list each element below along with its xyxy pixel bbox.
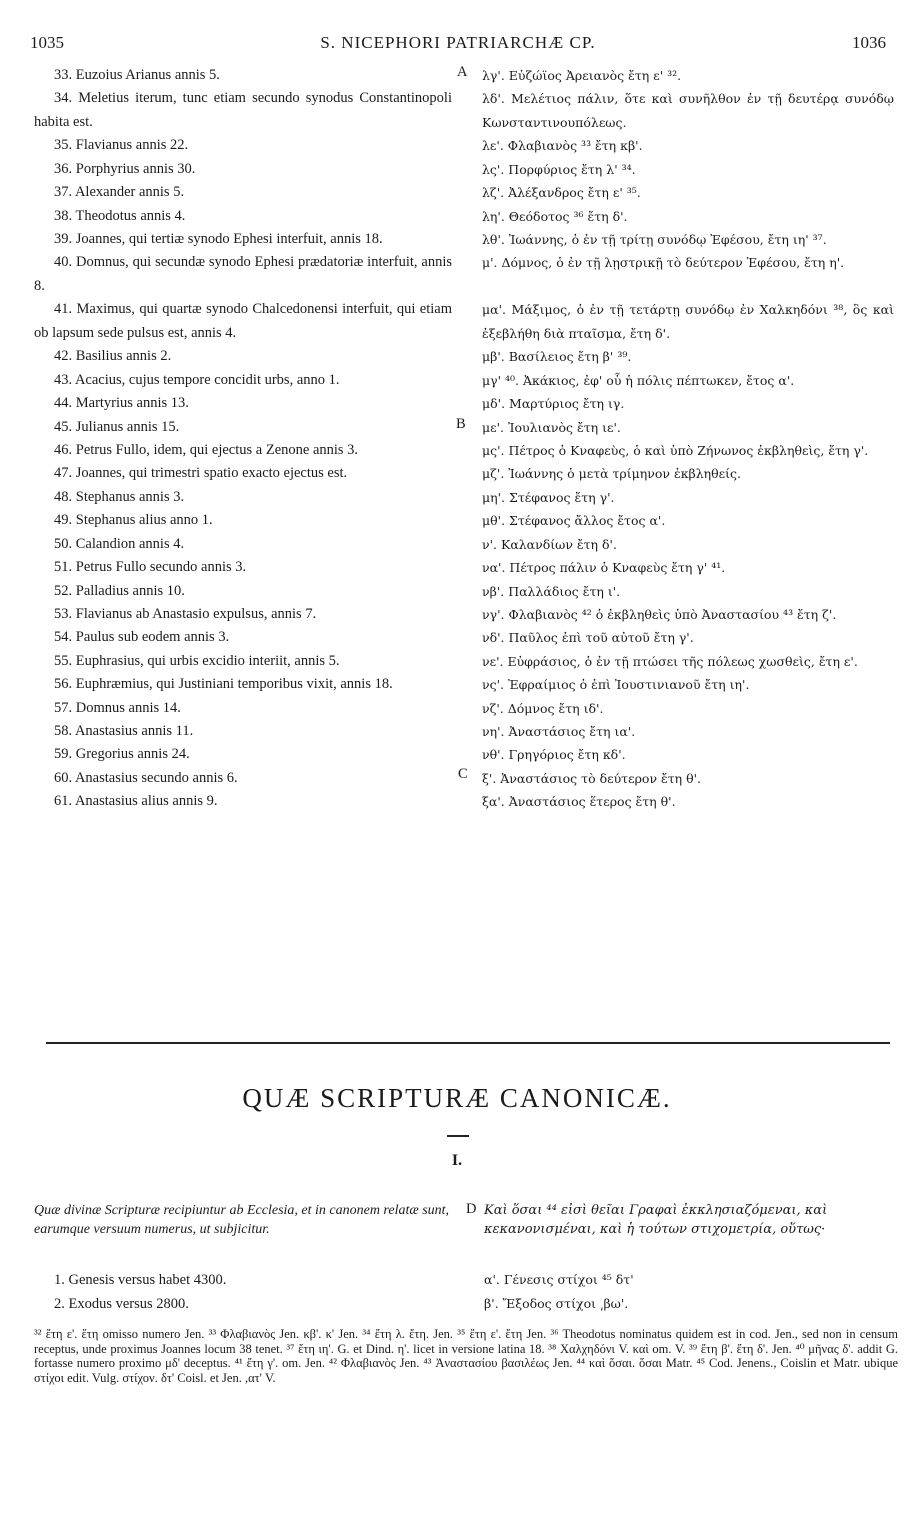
greek-entry: νς'. Ἐφραίμιος ὁ ἐπὶ Ἰουστινιανοῦ ἔτη ιη'. <box>482 677 750 693</box>
greek-entry: να'. Πέτρος πάλιν ὁ Κναφεὺς ἔτη γ' ⁴¹. <box>482 560 726 576</box>
book-latin-item: 1. Genesis versus habet 4300. <box>54 1272 227 1288</box>
greek-entry: ξ'. Ἀναστάσιος τὸ δεύτερον ἔτη θ'. <box>482 770 702 786</box>
margin-letter-c: C <box>458 766 468 782</box>
latin-entry: 42. Basilius annis 2. <box>54 348 172 365</box>
title-dash <box>447 1135 469 1137</box>
latin-entry: 52. Palladius annis 10. <box>54 582 185 599</box>
latin-entry: 48. Stephanus annis 3. <box>54 488 185 505</box>
books-latin <box>34 1268 454 1316</box>
latin-entry: 47. Joannes, qui trimestri spatio exacto ejectus est. <box>54 465 348 482</box>
latin-entry: 34. Meletius iterum, tunc etiam secundo synodus Constantinopoli habita est. <box>34 90 452 130</box>
latin-entry: 56. Euphræmius, qui Justiniani temporibus vixit, annis 18. <box>54 676 393 693</box>
margin-letter-a: A <box>457 64 468 80</box>
page-number-left: 1035 <box>30 33 64 52</box>
intro-greek: Καὶ ὅσαι ⁴⁴ εἰσὶ θεῖαι Γραφαὶ ἐκκλησιαζόμεναι, καὶ κεκανονισμέναι, καὶ ἡ τούτων στιχομετρία, οὕτως· <box>484 1203 828 1237</box>
book-latin-item: 2. Exodus versus 2800. <box>54 1296 189 1312</box>
greek-entry: λη'. Θεόδοτος ³⁶ ἔτη δ'. <box>482 208 628 224</box>
book-greek-item: β'. Ἔξοδος στίχοι ͵βω'. <box>484 1296 629 1311</box>
greek-entry: λθ'. Ἰωάννης, ὁ ἐν τῇ τρίτῃ συνόδῳ Ἐφέσου, ἔτη ιη' ³⁷. <box>482 232 827 248</box>
greek-entry: νδ'. Παῦλος ἐπὶ τοῦ αὐτοῦ ἔτη γ'. <box>482 630 694 646</box>
latin-entry: 58. Anastasius annis 11. <box>54 722 194 739</box>
page-number-right: 1036 <box>852 33 886 52</box>
running-header <box>30 33 886 57</box>
latin-entry: 49. Stephanus alius anno 1. <box>54 512 213 529</box>
running-title: S. NICEPHORI PATRIARCHÆ CP. <box>320 33 596 52</box>
greek-entry: λς'. Πορφύριος ἔτη λ' ³⁴. <box>482 161 636 177</box>
greek-entry: λζ'. Ἀλέξανδρος ἔτη ε' ³⁵. <box>482 185 641 201</box>
latin-entry: 35. Flavianus annis 22. <box>54 137 189 154</box>
latin-entry: 33. Euzoius Arianus annis 5. <box>54 67 220 83</box>
margin-letter-d: D <box>466 1201 477 1217</box>
greek-entry: ν'. Καλανδίων ἔτη δ'. <box>482 536 617 552</box>
greek-entry: νγ'. Φλαβιανὸς ⁴² ὁ ἐκβληθεὶς ὑπὸ Ἀναστασίου ⁴³ ἔτη ζ'. <box>482 606 837 622</box>
latin-entry: 51. Petrus Fullo secundo annis 3. <box>54 559 247 576</box>
greek-entry: λγ'. Εὐζώϊος Ἀρειανὸς ἔτη ε' ³². <box>482 68 682 83</box>
greek-column <box>482 64 894 814</box>
greek-entry: νε'. Εὐφράσιος, ὁ ἐν τῇ πτώσει τῆς πόλεως χωσθεὶς, ἔτη ε'. <box>482 653 858 669</box>
greek-entry: νη'. Ἀναστάσιος ἔτη ια'. <box>482 723 636 739</box>
latin-entry: 61. Anastasius alius annis 9. <box>54 793 218 810</box>
greek-entry: μη'. Στέφανος ἔτη γ'. <box>482 489 615 505</box>
latin-entry: 57. Domnus annis 14. <box>54 699 181 716</box>
latin-entry: 38. Theodotus annis 4. <box>54 207 186 224</box>
books-greek <box>484 1268 894 1316</box>
latin-entry: 54. Paulus sub eodem annis 3. <box>54 629 230 646</box>
latin-entry: 46. Petrus Fullo, idem, qui ejectus a Zenone annis 3. <box>54 442 359 459</box>
greek-entry: μγ' ⁴⁰. Ἀκάκιος, ἐφ' οὗ ἡ πόλις πέπτωκεν, ἔτος α'. <box>482 372 795 388</box>
latin-entry: 36. Porphyrius annis 30. <box>54 160 196 177</box>
intro-latin: Quæ divinæ Scripturæ recipiuntur ab Ecclesia, et in canonem relatæ sunt, earumque versuum numerus, ut subjicitur. <box>34 1203 450 1237</box>
latin-entry: 40. Domnus, qui secundæ synodo Ephesi prædatoriæ interfuit, annis 8. <box>34 254 452 294</box>
latin-entry: 60. Anastasius secundo annis 6. <box>54 769 238 786</box>
greek-entry: νβ'. Παλλάδιος ἔτη ι'. <box>482 583 621 599</box>
greek-entry: μθ'. Στέφανος ἄλλος ἔτος α'. <box>482 513 666 529</box>
greek-entry: μβ'. Βασίλειος ἔτη β' ³⁹. <box>482 349 632 365</box>
greek-entry: λε'. Φλαβιανὸς ³³ ἔτη κβ'. <box>482 138 643 154</box>
latin-entry: 44. Martyrius annis 13. <box>54 395 189 412</box>
latin-entry: 55. Euphrasius, qui urbis excidio interiit, annis 5. <box>54 652 340 669</box>
footnotes: ³² ἔτη ε'. ἔτη omisso numero Jen. ³³ Φλαβιανὸς Jen. κβ'. κ' Jen. ³⁴ ἔτη λ. ἔτη. Jen. ³⁵ ἔτη ε'. ἔτη Jen. ³⁶ Theodotus nominatus quidem est in cod. Jen., sed non in censum receptus, unde proximus Joannes locum 38 tenet. ³⁷ ἔτη ιη'. G. et Dind. η'. licet in versione latina 18. ³⁸ Χαλχηδόνι V. καὶ om. V. ³⁹ ἔτη β'. ἔτη δ'. Jen. ⁴⁰ μῆνας δ'. addit G. fortasse numero proximo μδ' deceptus. ⁴¹ ἔτη γ'. om. Jen. ⁴² Φλαβιανὸς Jen. ⁴³ Ἀναστασίου βασιλέως Jen. ⁴⁴ καὶ ὅσαι. ὅσαι Matr. ⁴⁵ Cod. Jenens., Coislin et Matr. ubique στίχοι edit. Vulg. στίχον. δτ' Coisl. et Jen. ,ατ' V. <box>34 1327 898 1385</box>
section-number: I. <box>451 1152 463 1169</box>
latin-entry: 53. Flavianus ab Anastasio expulsus, annis 7. <box>54 605 317 622</box>
section-title: QUÆ SCRIPTURÆ CANONICÆ. <box>242 1083 672 1113</box>
greek-entry: μδ'. Μαρτύριος ἔτη ιγ. <box>482 396 625 412</box>
greek-entry: μ'. Δόμνος, ὁ ἐν τῇ λῃστρικῇ τὸ δεύτερον Ἐφέσου, ἔτη η'. <box>482 255 845 271</box>
latin-entry: 43. Acacius, cujus tempore concidit urbs, anno 1. <box>54 371 340 388</box>
greek-entry: λδ'. Μελέτιος πάλιν, ὅτε καὶ συνῆλθον ἐν τῇ δευτέρᾳ συνόδῳ Κωνσταντινουπόλεως. <box>482 91 894 130</box>
greek-entry: με'. Ἰουλιανὸς ἔτη ιε'. <box>482 419 621 435</box>
latin-column <box>34 64 452 814</box>
latin-entry: 37. Alexander annis 5. <box>54 184 185 201</box>
latin-entry: 39. Joannes, qui tertiæ synodo Ephesi interfuit, annis 18. <box>54 231 383 248</box>
greek-entry: νθ'. Γρηγόριος ἔτη κδ'. <box>482 747 626 763</box>
margin-letter-b: B <box>456 416 466 432</box>
greek-entry: νζ'. Δόμνος ἔτη ιδ'. <box>482 700 604 716</box>
greek-entry: μζ'. Ἰωάννης ὁ μετὰ τρίμηνον ἐκβληθείς. <box>482 466 742 482</box>
greek-entry: ξα'. Ἀναστάσιος ἕτερος ἔτη θ'. <box>482 794 676 810</box>
latin-entry: 59. Gregorius annis 24. <box>54 746 190 763</box>
latin-entry: 41. Maximus, qui quartæ synodo Chalcedonensi interfuit, qui etiam ob lapsum sede pulsus est, annis 4. <box>34 301 452 341</box>
latin-entry: 50. Calandion annis 4. <box>54 535 185 552</box>
greek-entry: μα'. Μάξιμος, ὁ ἐν τῇ τετάρτῃ συνόδῳ ἐν Χαλκηδόνι ³⁸, ὃς καὶ ἐξεβλήθη διὰ πταῖσμα, ἔτη δ'. <box>482 302 894 341</box>
book-greek-item: α'. Γένεσις στίχοι ⁴⁵ δτ' <box>484 1272 634 1287</box>
greek-entry: μς'. Πέτρος ὁ Κναφεὺς, ὁ καὶ ὑπὸ Ζήνωνος ἐκβληθεὶς, ἔτη γ'. <box>482 443 869 459</box>
section-divider <box>46 1042 890 1044</box>
latin-entry: 45. Julianus annis 15. <box>54 418 180 435</box>
